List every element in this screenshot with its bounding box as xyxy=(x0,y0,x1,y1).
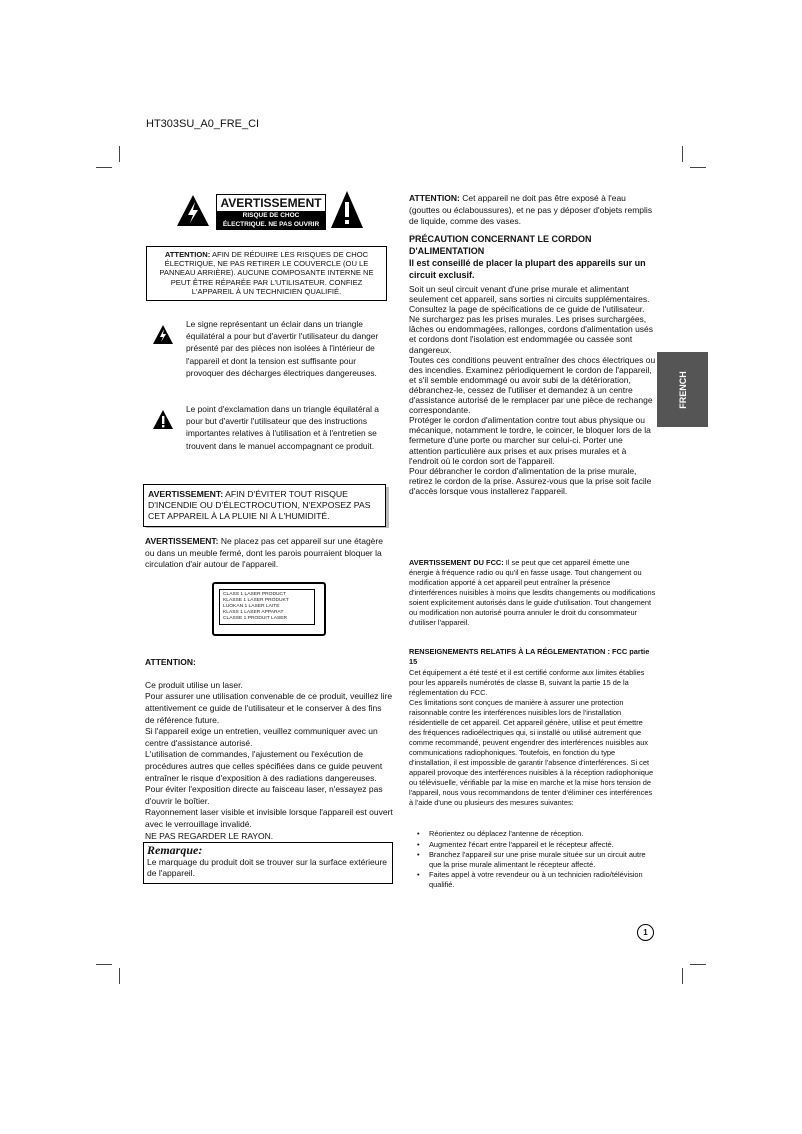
language-tab xyxy=(657,352,708,427)
fcc-warning xyxy=(409,558,656,628)
page-number: 1 xyxy=(637,924,654,941)
laser-label-line: KLASS 1 LASER APPARAT xyxy=(223,610,284,615)
fire-warning-label: AVERTISSEMENT: xyxy=(148,489,224,499)
exclamation-triangle-icon xyxy=(330,190,364,230)
list-item: • Branchez l'appareil sur une prise murale située sur un circuit autre que la prise murale alimentant le récepteur affecté. xyxy=(417,850,657,869)
fcc-warning-text: Il se peut que cet appareil émette une énergie à fréquence radio ou qu'il en fasse usage. Tout changement ou modification apporté à cet appareil peut entraîner la présence d'interférences nuisibles à moins que lesdits changements ou modifications soient explicitement autorisés dans le guide d'utilisation. Tout changement ou modification non autorisé pourra annuler le droit du consommateur d'utiliser l'appareil. xyxy=(409,558,656,627)
crop-mark xyxy=(96,964,112,965)
list-item: • Réorientez ou déplacez l'antenne de réception. xyxy=(417,829,657,839)
exclamation-triangle-icon xyxy=(152,409,174,431)
crop-mark xyxy=(690,964,706,965)
caution-text: AFIN DE RÉDUIRE LES RISQUES DE CHOC ÉLECTRIQUE, NE PAS RETIRER LE COUVERCLE (OU LE PANNEAU ARRIÈRE). AUCUNE COMPOSANTE INTERNE NE PEUT ÊTRE RÉPARÉE PAR L'UTILISATEUR. CONFIEZ L'APPAREIL À UN TECHNICIEN QUALIFIÉ. xyxy=(159,250,374,296)
laser-label-line: CLASSE 1 PRODUIT LASER xyxy=(223,616,288,621)
warning-banner-sub2: ÉLECTRIQUE. NE PAS OUVRIR xyxy=(222,220,320,228)
water-attention-text: Cet appareil ne doit pas être exposé à l'eau (gouttes ou éclaboussures), et ne pas y déposer d'objets remplis de liquide, comme des vases. xyxy=(409,193,653,227)
document-id: HT303SU_A0_FRE_CI xyxy=(146,118,260,130)
shelf-warning xyxy=(145,536,393,571)
lightning-triangle-icon xyxy=(176,194,210,228)
crop-mark xyxy=(682,968,683,984)
crop-mark xyxy=(96,167,112,168)
regulatory-heading: RENSEIGNEMENTS RELATIFS À LA RÉGLEMENTATION : FCC partie 15 xyxy=(409,647,650,666)
power-cord-text: Soit un seul circuit venant d'une prise murale et alimentant seulement cet appareil, sans sorties ni circuits supplémentaires. Consultez la page de spécifications de ce guide de l'utilisateur. Ne surchargez pas les prises murales. Les prises surchargées, lâches ou endommagées, rallonges, cordons d'alimentation usés et cordons dont l'isolation est endommagée ou cassée sont dangereux. Toutes ces conditions peuvent entraîner des chocs électriques ou des incendies. Examinez périodiquement le cordon de l'appareil, et s'il semble endommagé ou avoir subi de la détérioration, débranchez-le, cessez de l'utiliser et demandez à un centre d'assistance autorisé de le remplacer par une pièce de rechange correspondante. Protéger le cordon d'alimentation contre tout abus physique ou mécanique, notamment le tordre, le coincer, le bloquer lors de la fermeture d'une porte ou marcher sur celui-ci. Porter une attention particulière aux prises et aux prises murales et à l'endroit où le cordon sort de l'appareil. Pour débrancher le cordon d'alimentation de la prise murale, retirez le cordon de la prise. Assurez-vous que la prise soit facile d'accès lorsque vous installerez l'appareil. xyxy=(409,284,656,496)
remark-box xyxy=(143,842,393,884)
fcc-warning-label: AVERTISSEMENT DU FCC: xyxy=(409,558,504,567)
list-item: • Augmentez l'écart entre l'appareil et le récepteur affecté. xyxy=(417,840,657,850)
laser-attention-title: ATTENTION: xyxy=(145,656,196,667)
water-attention-label: ATTENTION: xyxy=(409,193,460,203)
laser-attention xyxy=(145,645,393,854)
language-tab-label: FRENCH xyxy=(677,370,688,409)
fire-warning-text: AFIN D'ÉVITER TOUT RISQUE D'INCENDIE OU D'ÉLECTROCUTION, N'EXPOSEZ PAS CET APPAREIL À LA PLUIE NI À L'HUMIDITÉ. xyxy=(148,489,371,521)
remark-title: Remarque: xyxy=(147,843,203,857)
fire-warning-box xyxy=(143,484,386,527)
shelf-warning-text: Ne placez pas cet appareil sur une étagère ou dans un meuble fermé, dont les parois pourraient bloquer la circulation d'air autour de l'appareil. xyxy=(145,536,383,570)
laser-label-line: KLASSE 1 LASER PRODUKT xyxy=(223,598,289,603)
water-attention xyxy=(409,193,656,228)
warning-banner xyxy=(176,190,366,236)
power-cord-heading: PRÉCAUTION CONCERNANT LE CORDON D'ALIMENTATION xyxy=(409,234,592,256)
interference-measures-list xyxy=(417,829,657,891)
remark-text: Le marquage du produit doit se trouver sur la surface extérieure de l'appareil. xyxy=(147,856,388,878)
shelf-warning-label: AVERTISSEMENT: xyxy=(145,536,219,546)
list-item: • Faites appel à votre revendeur ou à un technicien radio/télévision qualifié. xyxy=(417,870,657,889)
exclamation-explanation-text: Le point d'exclamation dans un triangle équilatéral a pour but d'avertir l'utilisateur que des instructions importantes relatives à l'utilisation et à l'entretien se trouvent dans le manuel accompagnant ce produit. xyxy=(186,404,379,451)
laser-class-label xyxy=(212,582,326,636)
laser-label-text xyxy=(219,589,315,625)
laser-label-line: CLASS 1 LASER PRODUCT xyxy=(223,592,287,597)
crop-mark xyxy=(119,146,120,162)
laser-attention-text: Ce produit utilise un laser. Pour assurer une utilisation convenable de ce produit, veuillez lire attentivement ce guide de l'utilisateur et le conserver à des fins de référence future. Si l'appareil exige un entretien, veuillez communiquer avec un centre d'assistance autorisé. L'utilisation de commandes, l'ajustement ou l'exécution de procédures autres que celles spécifiées dans ce guide peuvent entraîner le risque d'exposition à des radiations dangereuses. Pour éviter l'exposition directe au faisceau laser, n'essayez pas d'ouvrir le boîtier. Rayonnement laser visible et invisible lorsque l'appareil est ouvert avec le verrouillage invalidé. NE PAS REGARDER LE RAYON. xyxy=(145,679,393,841)
laser-label-line: LUOKAN 1 LASER LAITE xyxy=(223,604,280,609)
crop-mark xyxy=(682,146,683,162)
warning-banner-sub1: RISQUE DE CHOC xyxy=(242,212,300,219)
lightning-triangle-icon xyxy=(152,324,174,346)
regulatory-text: Cet équipement a été testé et il est certifié conforme aux limites établies pour les appareils numérotés de classe B, suivant la partie 15 de la réglementation du FCC. Ces limitations sont conçues de manière à assurer une protection raisonnable contre les interférences nuisibles lors de l'installation résidentielle de cet appareil. Cet appareil génère, utilise et peut émettre des fréquences radioélectriques qui, si installé ou utilisé autrement que comme recommandé, peuvent engendrer des interférences nuisibles aux communications radiophoniques. Toutefois, en fonction du type d'installation, il est impossible de garantir l'absence d'interférences. Si cet appareil provoque des interférences nuisibles à la réception radiophonique ou télévisuelle, vérifiable par la mise en marche et la mise hors tension de l'appareil, nous vous recommandons de tenter d'éliminer ces interférences à l'aide d'une ou plusieurs des mesures suivantes: xyxy=(409,668,654,807)
crop-mark xyxy=(690,167,706,168)
warning-banner-title: AVERTISSEMENT xyxy=(216,194,326,212)
caution-box xyxy=(146,246,387,301)
crop-mark xyxy=(119,968,120,984)
lightning-explanation-text: Le signe représentant un éclair dans un triangle équilatéral a pour but d'avertir l'utilisateur du danger présenté par des pièces non isolées à l'intérieur de l'appareil et dont la tension est suffisante pour provoquer des décharges électriques dangereuses. xyxy=(186,319,379,378)
power-cord-subheading: Il est conseillé de placer la plupart des appareils sur un circuit exclusif. xyxy=(409,258,646,280)
warning-banner-subtitle xyxy=(216,212,326,230)
caution-label: ATTENTION: xyxy=(164,250,211,259)
